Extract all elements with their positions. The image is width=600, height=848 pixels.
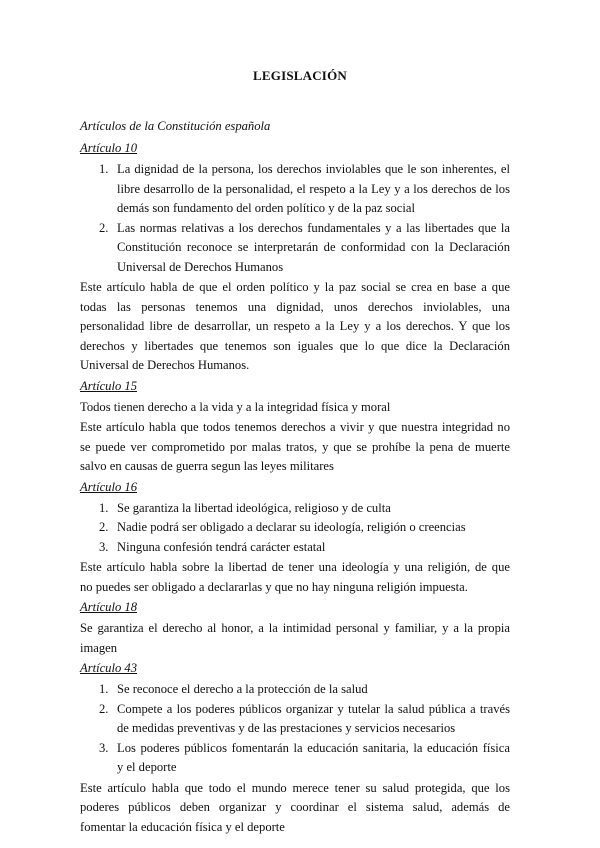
list-item-number: 1. — [99, 500, 109, 515]
article-text: Se garantiza el derecho al honor, a la intimidad personal y familiar, y a la propia — [80, 621, 510, 635]
commentary-paragraph: Este artículo habla sobre la libertad de tener una ideología y una religión, de que — [80, 560, 510, 574]
commentary-paragraph: todas las personas tenemos una dignidad, unos derechos inviolables, una — [80, 299, 510, 314]
list-item-number: 1. — [99, 162, 109, 176]
list-item-number: 1. — [99, 682, 109, 696]
commentary-paragraph: Este artículo habla que todos tenemos derechos a vivir y que nuestra integridad no — [80, 420, 510, 434]
list-item-text: libre desarrollo de la personalidad, el respeto a la Ley y a los derechos de los — [117, 181, 510, 196]
commentary-paragraph: personalidad libre de desarrollar, un respeto a la Ley y a los derechos. Y que los — [80, 319, 510, 333]
article-heading: Artículo 10 — [80, 141, 138, 155]
article-heading: Artículo 18 — [80, 600, 138, 614]
list-item-number: 2. — [99, 701, 109, 716]
article-text: imagen — [80, 640, 118, 655]
list-item-number: 2. — [99, 220, 109, 235]
list-item-number: 2. — [99, 520, 109, 534]
list-item-text: de medidas preventivas y de las prestaciones y servicios necesarios — [117, 721, 456, 735]
commentary-paragraph: Este artículo habla de que el orden político y la paz social se crea en base a que — [80, 280, 510, 294]
list-item-text: Compete a los poderes públicos organizar y tutelar la salud pública a través — [117, 701, 510, 716]
list-item-text: Se garantiza la libertad ideológica, religioso y de culta — [117, 500, 391, 515]
commentary-paragraph: no puedes ser obligado a declararlas y que no hay ninguna religión impuesta. — [80, 579, 468, 594]
list-item-text: Ninguna confesión tendrá carácter estatal — [117, 539, 326, 554]
commentary-paragraph: derechos y libertades que tenemos son iguales que lo que dice la Declaración — [80, 338, 510, 353]
article-heading: Artículo 15 — [80, 378, 138, 393]
commentary-paragraph: se puede ver comprometido por malas tratos, y que se prohíbe la pena de muerte — [80, 439, 510, 454]
list-item-text: Universal de Derechos Humanos — [117, 259, 284, 274]
commentary-paragraph: Este artículo habla que todo el mundo merece tener su salud protegida, que los — [80, 780, 510, 795]
list-item-text: Constitución reconoce se interpretarán de conformidad con la Declaración — [117, 240, 510, 254]
commentary-paragraph: salvo en causas de guerra segun las leyes militares — [80, 459, 334, 473]
section-subtitle: Artículos de la Constitución española — [80, 119, 271, 133]
article-text: Todos tienen derecho a la vida y a la integridad física y moral — [80, 399, 391, 414]
commentary-paragraph: poderes públicos deben organizar y coordinar el sistema salud, además de — [80, 800, 510, 814]
article-heading: Artículo 16 — [80, 479, 138, 494]
list-item-text: Nadie podrá ser obligado a declarar su ideología, religión o creencias — [117, 520, 466, 534]
list-item-text: La dignidad de la persona, los derechos inviolables que le son inherentes, el — [117, 162, 510, 176]
list-item-number: 3. — [99, 539, 109, 554]
article-heading: Artículo 43 — [80, 661, 138, 675]
list-item-text: Se reconoce el derecho a la protección de la salud — [117, 682, 368, 696]
commentary-paragraph: fomentar la educación física y el deporte — [80, 819, 285, 834]
list-item-text: y el deporte — [117, 760, 177, 774]
page-title: LEGISLACIÓN — [253, 68, 347, 83]
list-item-text: Los poderes públicos fomentarán la educación sanitaria, la educación física — [117, 740, 510, 755]
list-item-number: 3. — [99, 740, 109, 755]
list-item-text: demás son fundamento del orden político y de la paz social — [117, 201, 415, 215]
commentary-paragraph: Universal de Derechos Humanos. — [80, 358, 250, 372]
list-item-text: Las normas relativas a los derechos fundamentales y a las libertades que la — [117, 220, 510, 235]
